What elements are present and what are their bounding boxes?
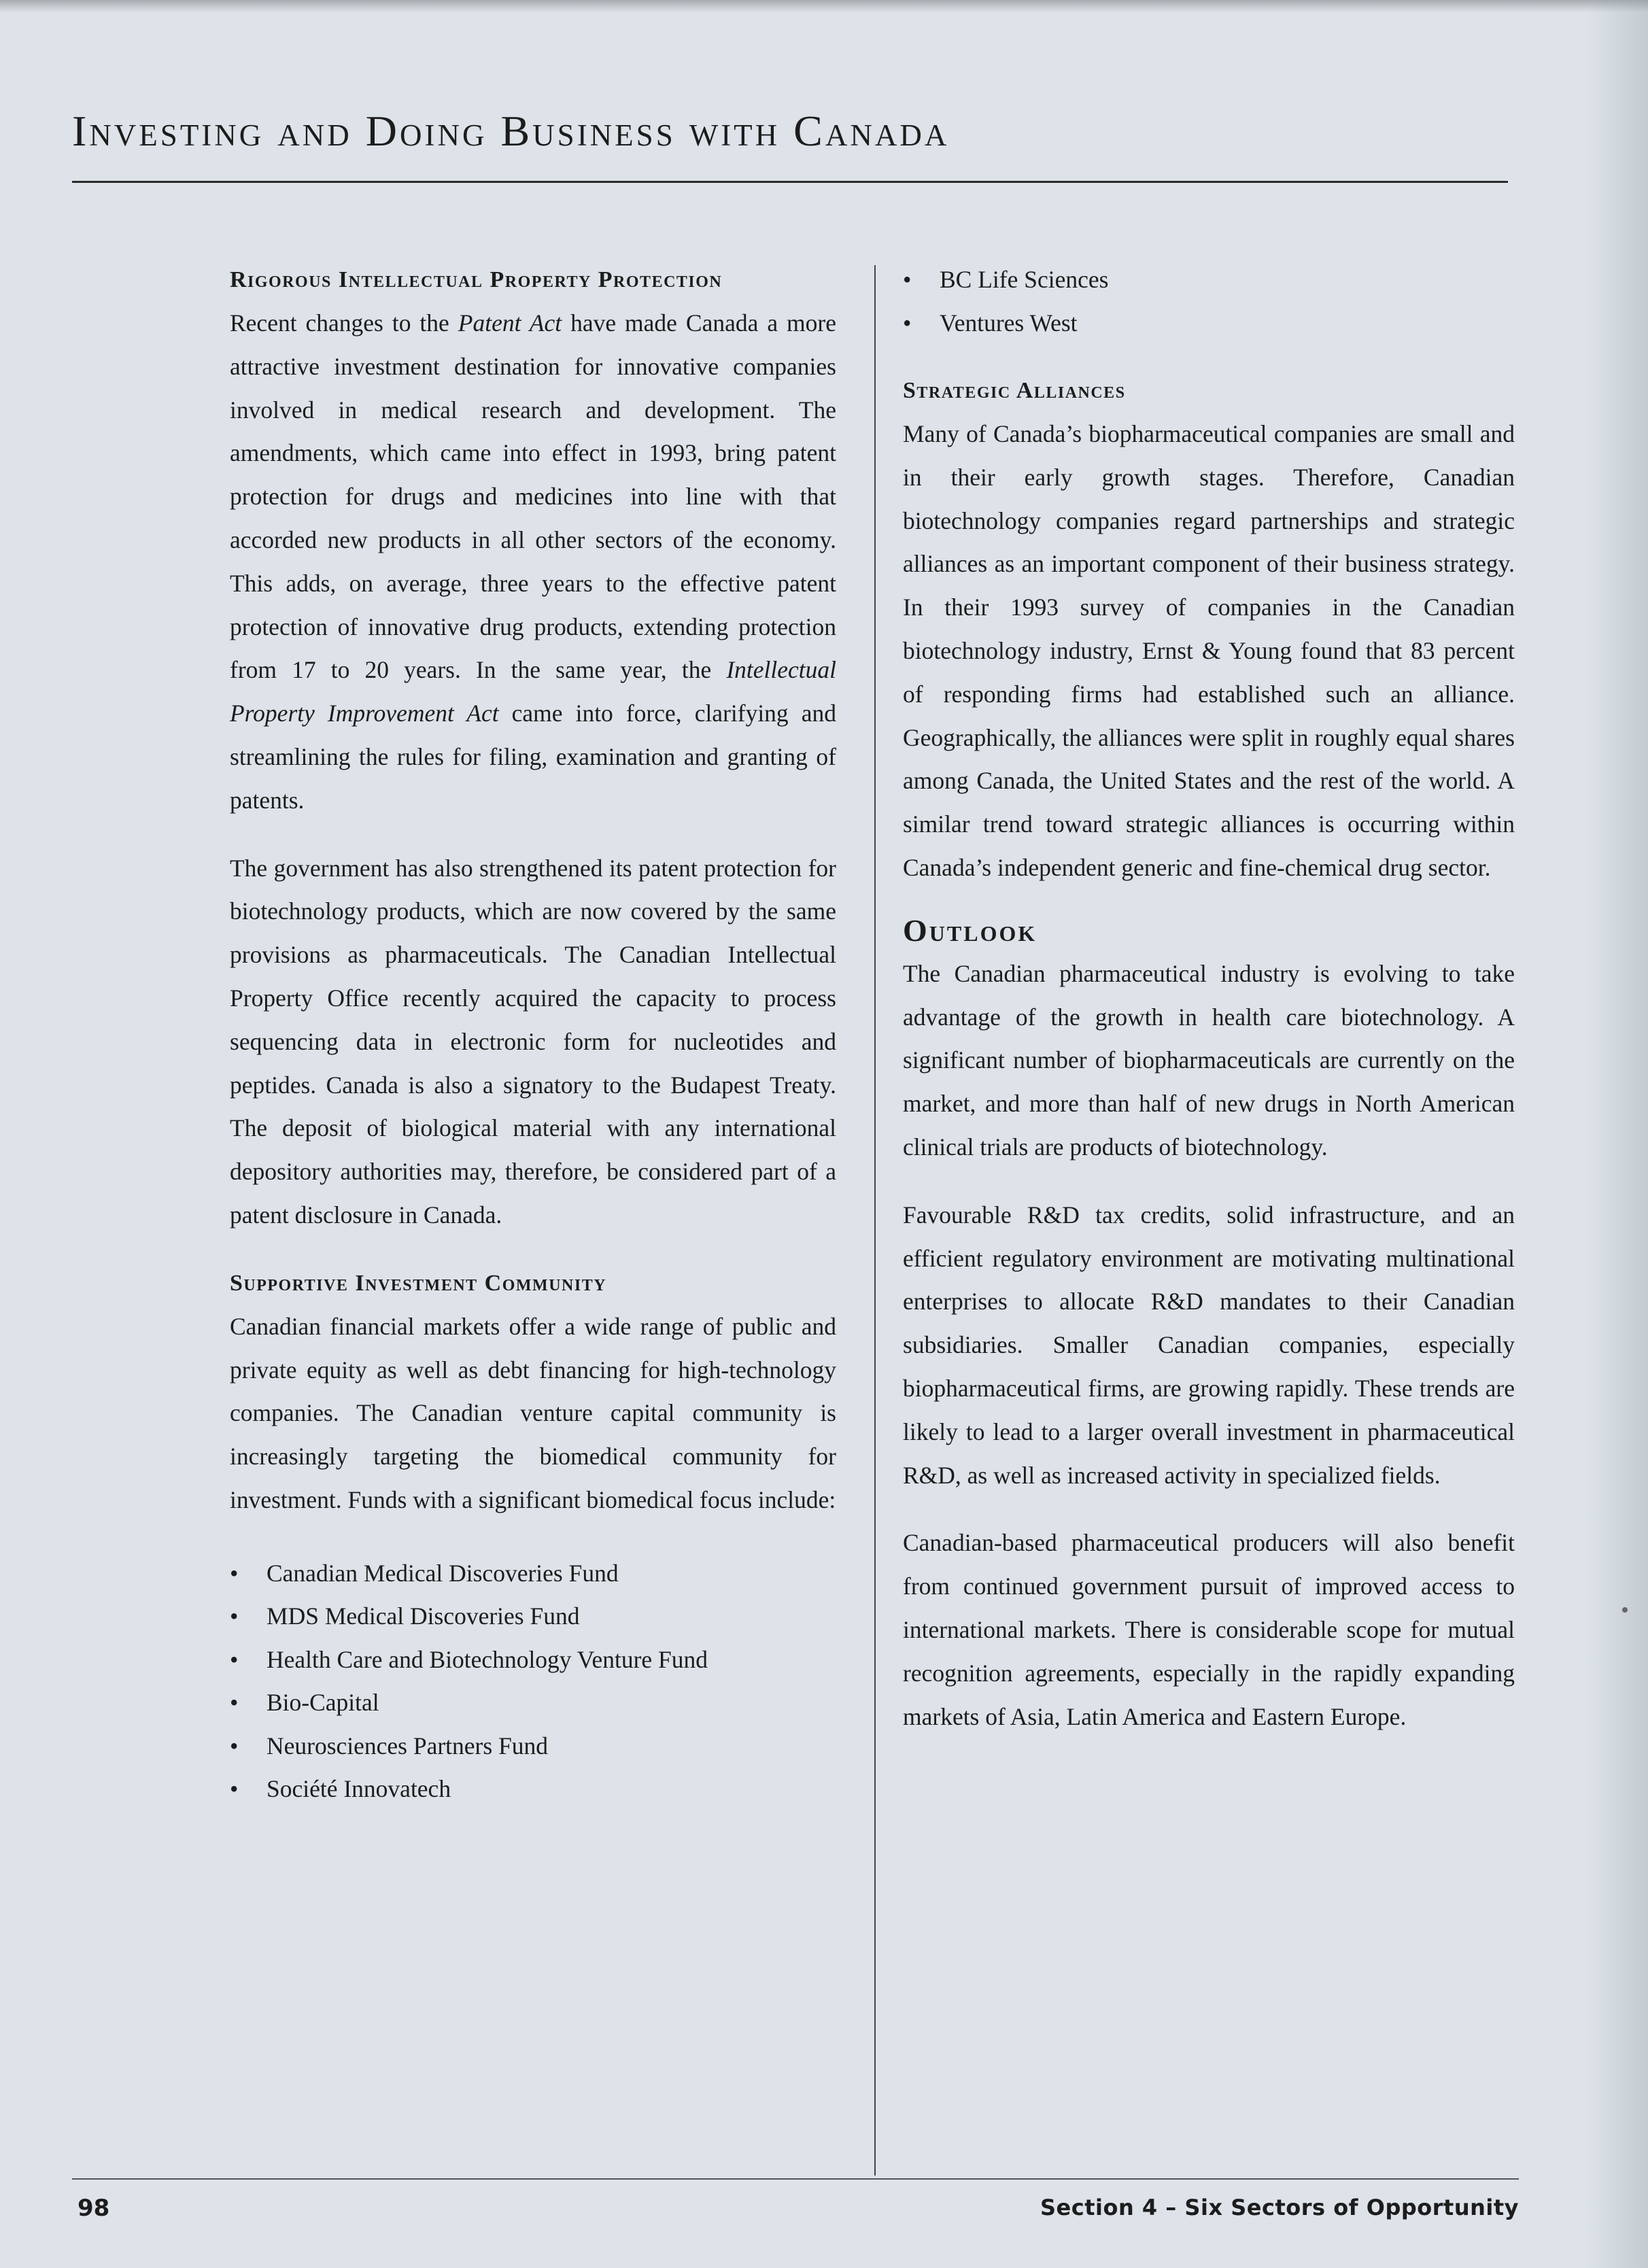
sic-paragraph-1: Canadian financial markets offer a wide range of public and private equity as well as debt financing for high-technology companies. The Canadian venture capital community is increasingly targeting the biomedical community for investment. Funds with a significant biomedical focus include: — [230, 1312, 836, 1513]
ip-p1-text-a: Recent changes to the — [230, 309, 458, 337]
ip-p1-text-b: have made Canada a more attractive investment destination for innovative companies involved in medical research and development. The amendments, which came into effect in 1993, bring patent protection for drugs and medicines into line with that accorded new products in all other sectors of the economy. This adds, on average, three years to the effective patent protection of innovative drug products, extending protection from 17 to 20 years. In the same year, the — [230, 309, 836, 684]
page-number: 98 — [78, 2195, 110, 2222]
header-rule — [72, 181, 1508, 183]
left-column — [230, 258, 836, 1811]
list-item: • Canadian Medical Discoveries Fund — [230, 1552, 836, 1596]
funds-list-continued — [903, 258, 1515, 345]
footer-rule — [72, 2178, 1519, 2180]
outlook-paragraph-3: Canadian-based pharmaceutical producers will also benefit from continued government pursuit of improved access to international markets. There is considerable scope for mutual recognition agreements, especially in the rapidly expanding markets of Asia, Latin America and Eastern Europe. — [903, 1529, 1515, 1730]
outlook-paragraph-2: Favourable R&D tax credits, solid infrastructure, and an efficient regulatory environment are motivating multinational enterprises to allocate R&D mandates to their Canadian subsidiaries. Smaller Canadian companies, especially biopharmaceutical firms, are growing rapidly. These trends are likely to lead to a larger overall investment in pharmaceutical R&D, as well as increased activity in specialized fields. — [903, 1201, 1515, 1489]
section-heading-outlook: Outlook — [903, 912, 1037, 948]
list-item: • Bio-Capital — [230, 1681, 836, 1725]
ip-paragraph-2: The government has also strengthened its patent protection for biotechnology products, which are now covered by the same provisions as pharmaceuticals. The Canadian Intellectual Property Office recently acquired the capacity to process sequencing data in electronic form for nucleotides and peptides. Canada is also a signatory to the Budapest Treaty. The deposit of biological material with any international depository authorities may, therefore, be considered part of a patent disclosure in Canada. — [230, 854, 836, 1228]
list-item: • Société Innovatech — [230, 1768, 836, 1811]
running-footer-section: Section 4 – Six Sectors of Opportunity — [1040, 2195, 1519, 2220]
ip-p1-italic-patent-act: Patent Act — [458, 309, 562, 337]
column-divider — [874, 265, 876, 2176]
outlook-paragraph-1: The Canadian pharmaceutical industry is evolving to take advantage of the growth in health care biotechnology. A significant number of biopharmaceuticals are currently on the market, and more than half of new drugs in North American clinical trials are products of biotechnology. — [903, 959, 1515, 1161]
page-mark-dot — [1622, 1607, 1628, 1613]
list-item: • Neurosciences Partners Fund — [230, 1725, 836, 1768]
funds-list — [230, 1552, 836, 1811]
list-item: • Health Care and Biotechnology Venture Fund — [230, 1638, 836, 1682]
right-column — [903, 258, 1515, 1738]
page-gutter-shadow — [1587, 0, 1648, 2268]
list-item: • BC Life Sciences — [903, 258, 1515, 302]
list-item: • MDS Medical Discoveries Fund — [230, 1595, 836, 1638]
ip-p1-text-c: came into force, clarifying and streamlining the rules for filing, examination and granting of patents. — [230, 700, 836, 814]
list-item: • Ventures West — [903, 302, 1515, 345]
ip-paragraph-1 — [230, 302, 836, 823]
section-heading-ip: Rigorous Intellectual Property Protection — [230, 267, 723, 292]
section-heading-sic: Supportive Investment Community — [230, 1270, 607, 1296]
section-heading-strategic-alliances: Strategic Alliances — [903, 378, 1126, 403]
sa-paragraph-1: Many of Canada’s biopharmaceutical companies are small and in their early growth stages. Therefore, Canadian biotechnology companies regard partnerships and strategic alliances as an important component of their business strategy. In their 1993 survey of companies in the Canadian biotechnology industry, Ernst & Young found that 83 percent of responding firms had established such an alliance. Geographically, the alliances were split in roughly equal shares among Canada, the United States and the rest of the world. A similar trend toward strategic alliances is occurring within Canada’s independent generic and fine-chemical drug sector. — [903, 420, 1515, 881]
page-top-edge — [0, 0, 1648, 12]
running-header-title: Investing and Doing Business with Canada — [72, 107, 950, 155]
ip-p1-italic-ipia: Intellectual Property Improvement Act — [230, 656, 836, 727]
